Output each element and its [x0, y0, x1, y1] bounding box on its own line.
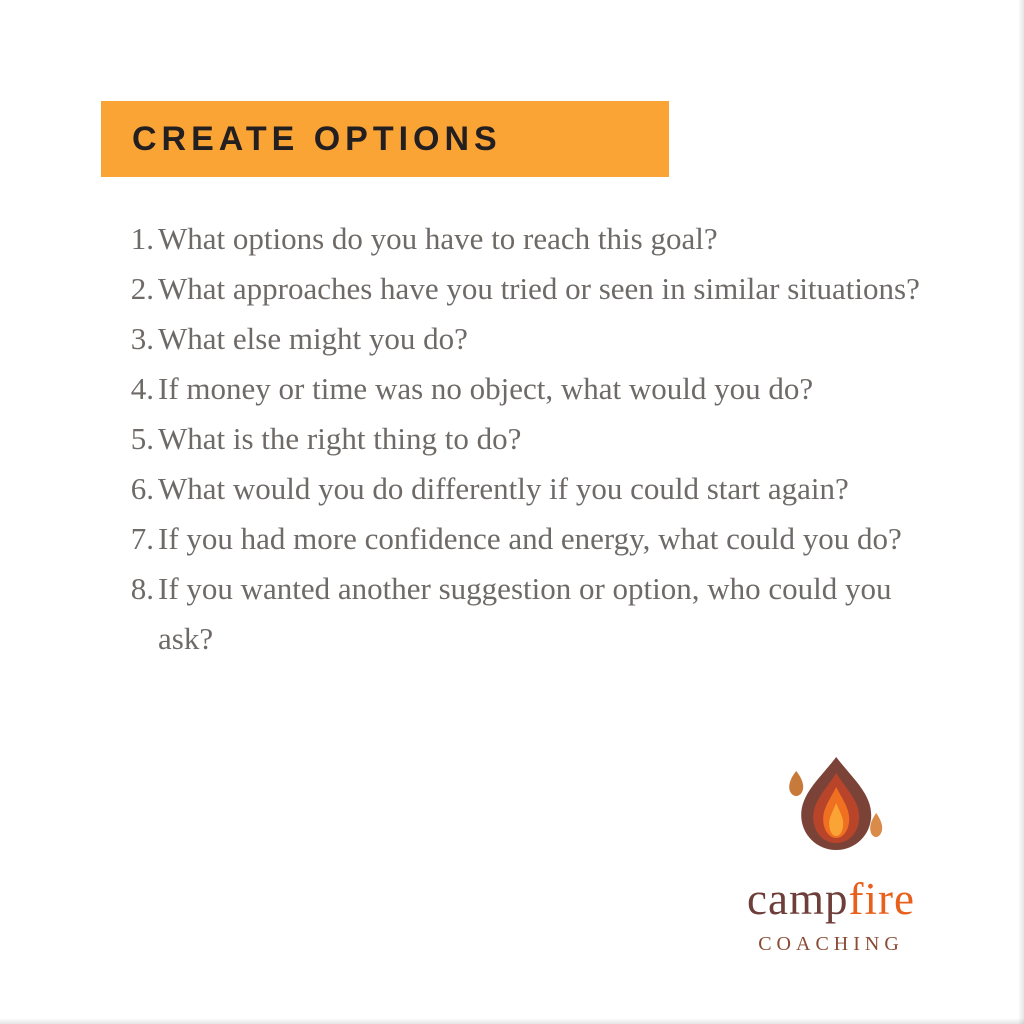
- campfire-flame-icon: [771, 751, 901, 866]
- brand-logo: [696, 751, 966, 966]
- page-title: CREATE OPTIONS: [132, 120, 502, 158]
- page-edge-shadow-right: [1018, 0, 1024, 1024]
- list-item-text: What else might you do?: [158, 321, 468, 356]
- list-item-text: What is the right thing to do?: [158, 421, 522, 456]
- list-item-text: If you wanted another suggestion or option, who could you ask?: [158, 571, 892, 656]
- list-item-text: What approaches have you tried or seen in similar situations?: [158, 271, 920, 306]
- list-item: [120, 414, 920, 464]
- list-item: [120, 364, 920, 414]
- list-item-number: 5.: [130, 421, 154, 456]
- question-list: [120, 214, 920, 664]
- logo-word-fire: fire: [848, 874, 915, 924]
- list-item-text: If you had more confidence and energy, what could you do?: [158, 521, 902, 556]
- list-item-number: 6.: [130, 471, 154, 506]
- list-item-number: 2.: [130, 271, 154, 306]
- list-item: [120, 564, 920, 664]
- list-item: [120, 314, 920, 364]
- list-item-text: What would you do differently if you could start again?: [158, 471, 849, 506]
- list-item: [120, 464, 920, 514]
- list-item-number: 8.: [130, 571, 154, 606]
- list-item: [120, 514, 920, 564]
- list-item-text: If money or time was no object, what would you do?: [158, 371, 814, 406]
- list-item-number: 7.: [130, 521, 154, 556]
- page-edge-shadow-bottom: [0, 1018, 1024, 1024]
- list-item-number: 4.: [130, 371, 154, 406]
- logo-wordmark: [696, 874, 966, 924]
- list-item-text: What options do you have to reach this goal?: [158, 221, 718, 256]
- logo-word-camp: camp: [747, 874, 849, 924]
- list-item: [120, 214, 920, 264]
- list-item-number: 3.: [130, 321, 154, 356]
- title-banner: [101, 101, 669, 177]
- list-item-number: 1.: [130, 221, 154, 256]
- logo-subtitle: COACHING: [758, 933, 904, 955]
- list-item: [120, 264, 920, 314]
